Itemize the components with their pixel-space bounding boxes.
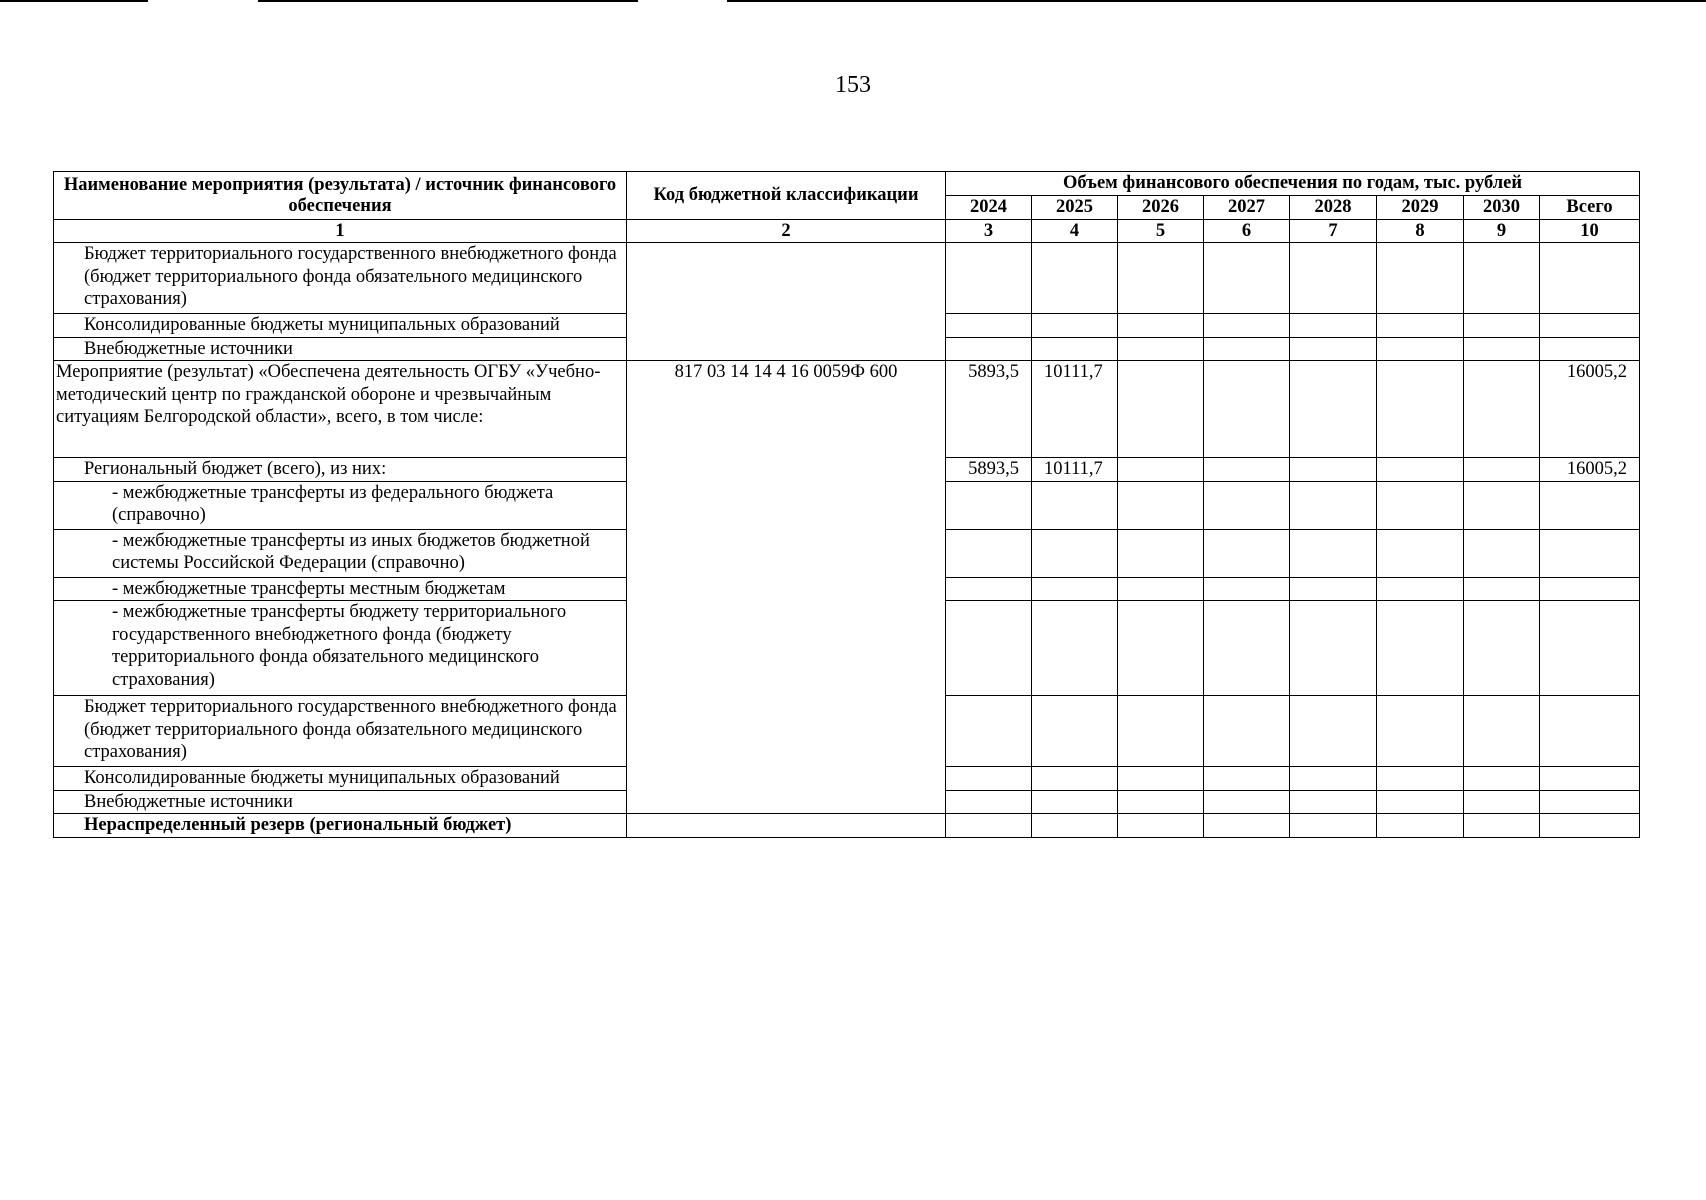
value-2028 bbox=[1290, 458, 1377, 482]
value-total bbox=[1540, 814, 1640, 838]
value-2025: 10111,7 bbox=[1032, 361, 1118, 458]
value-2029 bbox=[1377, 361, 1464, 458]
header-code: Код бюджетной классификации bbox=[627, 172, 946, 220]
value-2029 bbox=[1377, 314, 1464, 338]
value-2027 bbox=[1204, 790, 1290, 814]
column-number: 4 bbox=[1032, 220, 1118, 243]
value-2027 bbox=[1204, 458, 1290, 482]
code-cell-empty bbox=[627, 814, 946, 838]
row-name: Внебюджетные источники bbox=[54, 337, 627, 361]
value-2028 bbox=[1290, 243, 1377, 314]
value-2029 bbox=[1377, 458, 1464, 482]
value-2025 bbox=[1032, 243, 1118, 314]
value-2026 bbox=[1118, 529, 1204, 577]
header-year: 2025 bbox=[1032, 196, 1118, 220]
value-2030 bbox=[1464, 529, 1540, 577]
value-2029 bbox=[1377, 696, 1464, 767]
value-2027 bbox=[1204, 696, 1290, 767]
row-name: Консолидированные бюджеты муниципальных образований bbox=[54, 314, 627, 338]
value-2025 bbox=[1032, 337, 1118, 361]
value-2027 bbox=[1204, 577, 1290, 601]
value-2029 bbox=[1377, 529, 1464, 577]
top-border-line bbox=[727, 0, 1706, 2]
value-2024 bbox=[946, 243, 1032, 314]
value-2027 bbox=[1204, 529, 1290, 577]
value-total bbox=[1540, 790, 1640, 814]
value-2028 bbox=[1290, 481, 1377, 529]
value-total bbox=[1540, 767, 1640, 791]
value-2025 bbox=[1032, 577, 1118, 601]
value-2026 bbox=[1118, 458, 1204, 482]
table-row bbox=[54, 814, 1640, 838]
value-total bbox=[1540, 481, 1640, 529]
value-total bbox=[1540, 314, 1640, 338]
value-2028 bbox=[1290, 314, 1377, 338]
header-name: Наименование мероприятия (результата) / источник финансового обеспечения bbox=[54, 172, 627, 220]
header-total: Всего bbox=[1540, 196, 1640, 220]
column-number: 3 bbox=[946, 220, 1032, 243]
value-2028 bbox=[1290, 696, 1377, 767]
value-2027 bbox=[1204, 361, 1290, 458]
value-2029 bbox=[1377, 790, 1464, 814]
value-2024 bbox=[946, 337, 1032, 361]
row-name: Бюджет территориального государственного внебюджетного фонда (бюджет территориального фонда обязательного медицинского страхования) bbox=[54, 243, 627, 314]
value-2026 bbox=[1118, 243, 1204, 314]
row-name: - межбюджетные трансферты из федерального бюджета (справочно) bbox=[54, 481, 627, 529]
value-2024 bbox=[946, 696, 1032, 767]
value-2029 bbox=[1377, 814, 1464, 838]
row-name: Консолидированные бюджеты муниципальных образований bbox=[54, 767, 627, 791]
header-year: 2030 bbox=[1464, 196, 1540, 220]
value-2024 bbox=[946, 314, 1032, 338]
value-2030 bbox=[1464, 814, 1540, 838]
header-year: 2024 bbox=[946, 196, 1032, 220]
value-2025 bbox=[1032, 601, 1118, 696]
column-number: 10 bbox=[1540, 220, 1640, 243]
value-2024 bbox=[946, 767, 1032, 791]
header-year: 2029 bbox=[1377, 196, 1464, 220]
budget-code: 817 03 14 14 4 16 0059Ф 600 bbox=[627, 361, 946, 814]
value-2027 bbox=[1204, 314, 1290, 338]
column-number: 8 bbox=[1377, 220, 1464, 243]
value-2029 bbox=[1377, 767, 1464, 791]
top-border-line bbox=[258, 0, 638, 2]
value-2025 bbox=[1032, 790, 1118, 814]
value-2030 bbox=[1464, 790, 1540, 814]
column-number: 6 bbox=[1204, 220, 1290, 243]
value-2025 bbox=[1032, 314, 1118, 338]
value-2025 bbox=[1032, 529, 1118, 577]
value-total bbox=[1540, 529, 1640, 577]
value-2024: 5893,5 bbox=[946, 458, 1032, 482]
value-2030 bbox=[1464, 696, 1540, 767]
value-2028 bbox=[1290, 361, 1377, 458]
row-name: Нераспределенный резерв (региональный бюджет) bbox=[54, 814, 627, 838]
value-2029 bbox=[1377, 577, 1464, 601]
value-2027 bbox=[1204, 337, 1290, 361]
value-2026 bbox=[1118, 577, 1204, 601]
header-year: 2026 bbox=[1118, 196, 1204, 220]
value-total bbox=[1540, 337, 1640, 361]
value-2030 bbox=[1464, 767, 1540, 791]
value-2029 bbox=[1377, 481, 1464, 529]
value-2030 bbox=[1464, 458, 1540, 482]
value-2025 bbox=[1032, 696, 1118, 767]
column-number: 1 bbox=[54, 220, 627, 243]
value-2028 bbox=[1290, 529, 1377, 577]
column-number: 2 bbox=[627, 220, 946, 243]
value-total: 16005,2 bbox=[1540, 361, 1640, 458]
column-number: 7 bbox=[1290, 220, 1377, 243]
value-2028 bbox=[1290, 767, 1377, 791]
header-year: 2028 bbox=[1290, 196, 1377, 220]
value-2026 bbox=[1118, 314, 1204, 338]
value-2025 bbox=[1032, 767, 1118, 791]
value-2030 bbox=[1464, 243, 1540, 314]
page-number: 153 bbox=[835, 72, 871, 98]
value-2024 bbox=[946, 529, 1032, 577]
value-2025 bbox=[1032, 814, 1118, 838]
table-row bbox=[54, 361, 1640, 458]
value-2024 bbox=[946, 790, 1032, 814]
value-2024 bbox=[946, 601, 1032, 696]
value-2028 bbox=[1290, 601, 1377, 696]
column-number: 9 bbox=[1464, 220, 1540, 243]
value-total: 16005,2 bbox=[1540, 458, 1640, 482]
header-year: 2027 bbox=[1204, 196, 1290, 220]
column-number: 5 bbox=[1118, 220, 1204, 243]
value-total bbox=[1540, 601, 1640, 696]
table-row bbox=[54, 243, 1640, 314]
value-2030 bbox=[1464, 337, 1540, 361]
value-2029 bbox=[1377, 243, 1464, 314]
row-name: - межбюджетные трансферты бюджету территориального государственного внебюджетного фонда (бюджету территориального фонда обязательного медицинского страхования) bbox=[54, 601, 627, 696]
value-2029 bbox=[1377, 337, 1464, 361]
value-2028 bbox=[1290, 577, 1377, 601]
value-2026 bbox=[1118, 790, 1204, 814]
value-2025: 10111,7 bbox=[1032, 458, 1118, 482]
value-2024 bbox=[946, 577, 1032, 601]
column-numbers-row bbox=[54, 220, 1640, 243]
value-2027 bbox=[1204, 243, 1290, 314]
value-2030 bbox=[1464, 361, 1540, 458]
value-2025 bbox=[1032, 481, 1118, 529]
value-total bbox=[1540, 577, 1640, 601]
row-name: - межбюджетные трансферты из иных бюджетов бюджетной системы Российской Федерации (справочно) bbox=[54, 529, 627, 577]
row-name: - межбюджетные трансферты местным бюджетам bbox=[54, 577, 627, 601]
value-2028 bbox=[1290, 790, 1377, 814]
value-2028 bbox=[1290, 814, 1377, 838]
value-2030 bbox=[1464, 577, 1540, 601]
row-name: Мероприятие (результат) «Обеспечена деятельность ОГБУ «Учебно-методический центр по гражданской обороне и чрезвычайным ситуациям Белгородской области», всего, в том числе: bbox=[54, 361, 627, 458]
value-total bbox=[1540, 243, 1640, 314]
value-2027 bbox=[1204, 814, 1290, 838]
top-border-line bbox=[0, 0, 148, 2]
financing-table bbox=[53, 171, 1640, 838]
value-2028 bbox=[1290, 337, 1377, 361]
value-2027 bbox=[1204, 767, 1290, 791]
code-cell-empty bbox=[627, 243, 946, 361]
value-2024 bbox=[946, 814, 1032, 838]
row-name: Внебюджетные источники bbox=[54, 790, 627, 814]
value-2030 bbox=[1464, 601, 1540, 696]
value-2026 bbox=[1118, 696, 1204, 767]
row-name: Бюджет территориального государственного внебюджетного фонда (бюджет территориального фонда обязательного медицинского страхования) bbox=[54, 696, 627, 767]
value-2027 bbox=[1204, 481, 1290, 529]
value-2024: 5893,5 bbox=[946, 361, 1032, 458]
value-2029 bbox=[1377, 601, 1464, 696]
value-2026 bbox=[1118, 337, 1204, 361]
value-2030 bbox=[1464, 481, 1540, 529]
value-2026 bbox=[1118, 601, 1204, 696]
value-2026 bbox=[1118, 767, 1204, 791]
header-volume: Объем финансового обеспечения по годам, тыс. рублей bbox=[946, 172, 1640, 196]
value-2027 bbox=[1204, 601, 1290, 696]
value-2024 bbox=[946, 481, 1032, 529]
value-2026 bbox=[1118, 361, 1204, 458]
row-name: Региональный бюджет (всего), из них: bbox=[54, 458, 627, 482]
value-2026 bbox=[1118, 481, 1204, 529]
value-total bbox=[1540, 696, 1640, 767]
value-2026 bbox=[1118, 814, 1204, 838]
value-2030 bbox=[1464, 314, 1540, 338]
